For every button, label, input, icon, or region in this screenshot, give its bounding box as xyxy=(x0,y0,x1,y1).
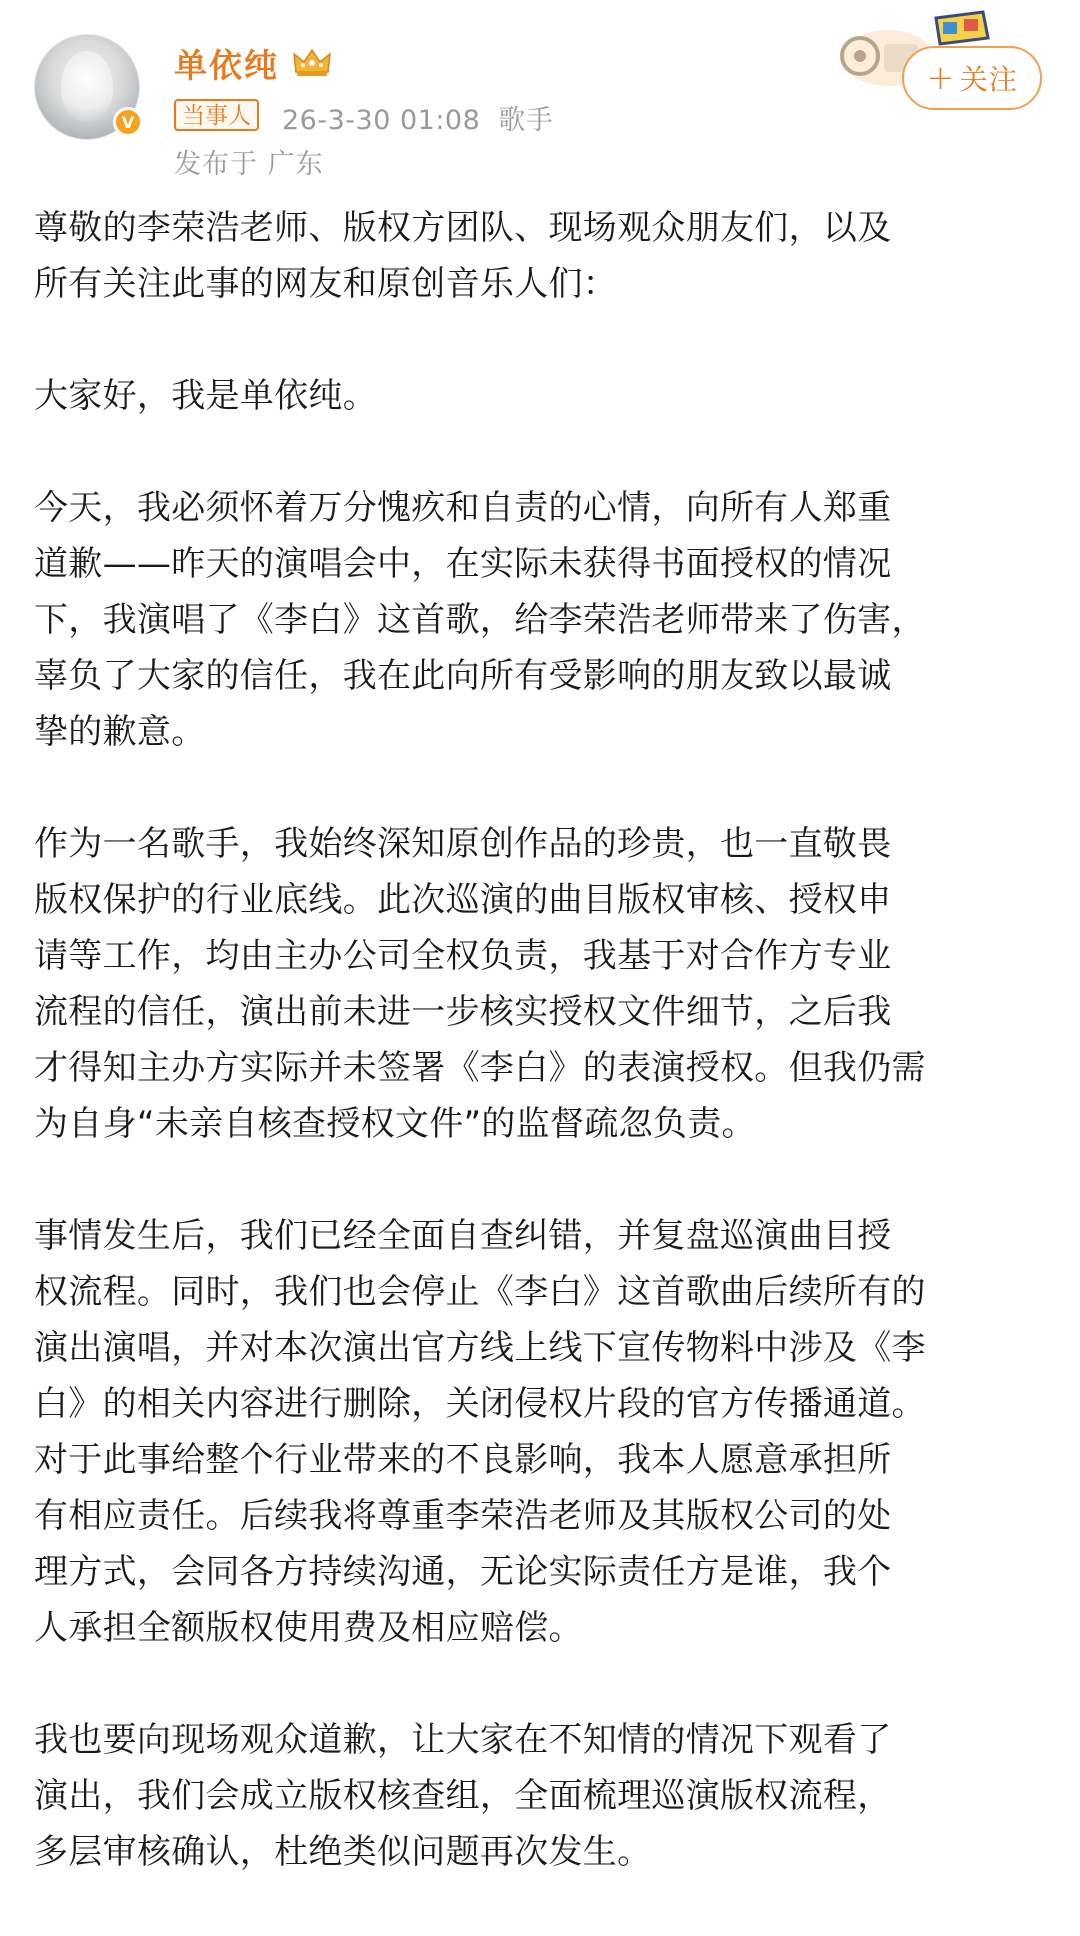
post-paragraph: 今天，我必须怀着万分愧疚和自责的心情，向所有人郑重 道歉——昨天的演唱会中，在实际未获得书面授权的情况 下，我演唱了《李白》这首歌，给李荣浩老师带来了伤害， 辜负了大家的信任，我在此向所有受影响的朋友致以最诚 挚的歉意。 xyxy=(34,488,926,752)
post-location: 发布于 广东 xyxy=(174,149,324,180)
post-meta xyxy=(282,98,553,137)
follow-button[interactable] xyxy=(902,46,1042,110)
post-body xyxy=(34,200,1050,1936)
post-paragraph: 大家好，我是单依纯。 xyxy=(34,376,377,416)
author-role: 歌手 xyxy=(498,105,554,136)
follow-label: 关注 xyxy=(959,63,1018,96)
verified-badge-icon: V xyxy=(113,107,143,137)
post-paragraph: 尊敬的李荣浩老师、版权方团队、现场观众朋友们，以及 所有关注此事的网友和原创音乐人们： xyxy=(34,208,892,304)
avatar[interactable] xyxy=(34,34,140,140)
post-paragraph: 我也要向现场观众道歉，让大家在不知情的情况下观看了 演出，我们会成立版权核查组，全面梳理巡演版权流程， 多层审核确认，杜绝类似问题再次发生。 xyxy=(34,1720,892,1872)
crown-icon xyxy=(292,46,332,78)
follow-plus-icon: + xyxy=(926,58,956,98)
username[interactable]: 单依纯 xyxy=(174,46,279,85)
post-header xyxy=(0,0,1080,180)
post-paragraph: 事情发生后，我们已经全面自查纠错，并复盘巡演曲目授 权流程。同时，我们也会停止《李白》这首歌曲后续所有的 演出演唱，并对本次演出官方线上线下宣传物料中涉及《李 白》的相关内容进行删除，关闭侵权片段的官方传播通道。 对于此事给整个行业带来的不良影响，我本人愿意承担所 有相应责任。后续我将尊重李荣浩老师及其版权公司的处 理方式，会同各方持续沟通，无论实际责任方是谁，我个 人承担全额版权使用费及相应赔偿。 xyxy=(34,1216,926,1648)
party-tag: 当事人 xyxy=(174,99,259,131)
avatar-face xyxy=(61,51,113,121)
post-timestamp: 26-3-30 01:08 xyxy=(282,105,481,136)
post-paragraph: 作为一名歌手，我始终深知原创作品的珍贵，也一直敬畏 版权保护的行业底线。此次巡演的曲目版权审核、授权申 请等工作，均由主办公司全权负责，我基于对合作方专业 流程的信任，演出前未进一步核实授权文件细节，之后我 才得知主办方实际并未签署《李白》的表演授权。但我仍需 为自身“未亲自核查授权文件”的监督疏忽负责。 xyxy=(34,824,926,1144)
